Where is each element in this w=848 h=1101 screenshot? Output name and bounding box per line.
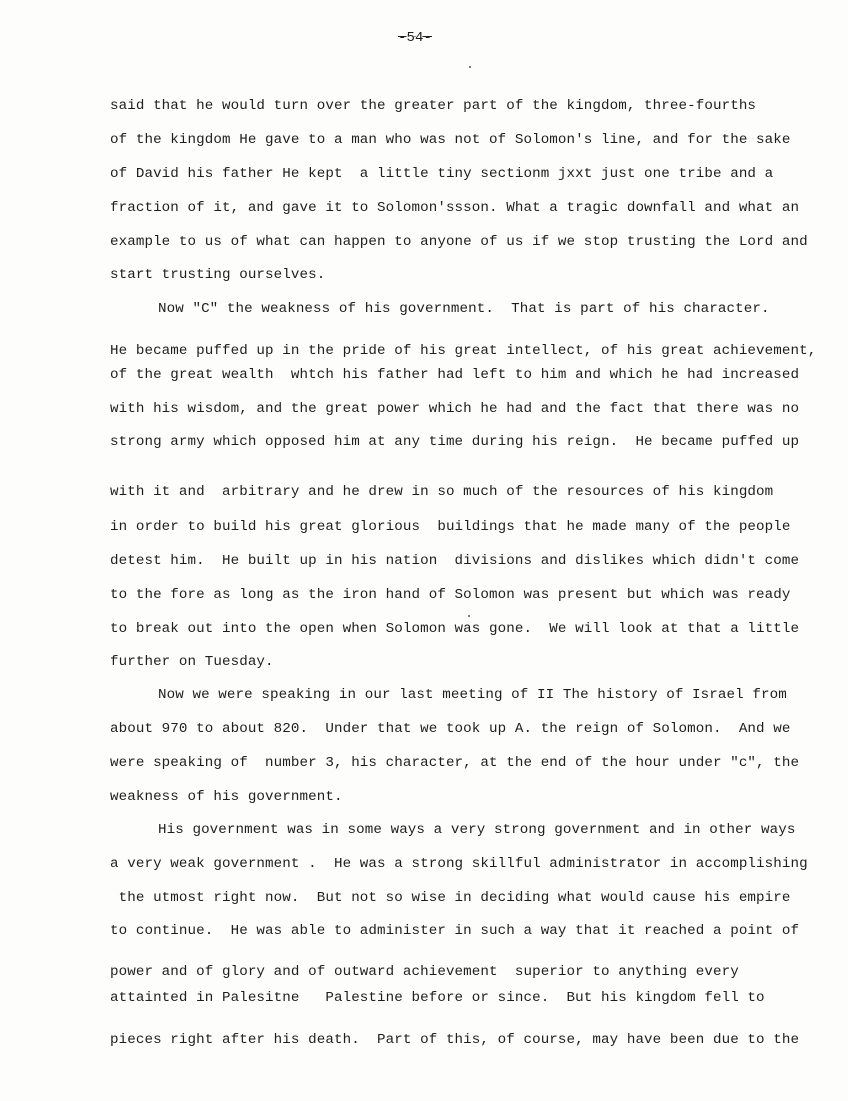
text-line: were speaking of number 3, his character, at the end of the hour under "c", the xyxy=(110,755,800,771)
paper-speck xyxy=(469,66,471,68)
text-line: attainted in Palesitne Palestine before or since. But his kingdom fell to xyxy=(110,990,765,1006)
text-line: to continue. He was able to administer in such a way that it reached a point of xyxy=(110,923,800,939)
paragraph-first-line: His government was in some ways a very strong government and in other ways xyxy=(158,822,796,838)
page-number: -54- xyxy=(398,30,433,46)
paragraph-first-line: Now "C" the weakness of his government. That is part of his character. xyxy=(158,301,770,317)
text-line: detest him. He built up in his nation divisions and dislikes which didn't come xyxy=(110,553,800,569)
text-line: with his wisdom, and the great power which he had and the fact that there was no xyxy=(110,401,800,417)
paper-speck xyxy=(468,615,470,617)
text-line: a very weak government . He was a strong skillful administrator in accomplishing xyxy=(110,856,808,872)
text-line: said that he would turn over the greater part of the kingdom, three-fourths xyxy=(110,98,757,114)
text-line: with it and arbitrary and he drew in so much of the resources of his kingdom xyxy=(110,484,774,500)
text-line: strong army which opposed him at any time during his reign. He became puffed up xyxy=(110,434,800,450)
text-line: pieces right after his death. Part of this, of course, may have been due to the xyxy=(110,1032,800,1048)
text-line: fraction of it, and gave it to Solomon'ssson. What a tragic downfall and what an xyxy=(110,200,800,216)
text-line: of the kingdom He gave to a man who was not of Solomon's line, and for the sake xyxy=(110,132,791,148)
text-line: to the fore as long as the iron hand of Solomon was present but which was ready xyxy=(110,587,791,603)
text-line: power and of glory and of outward achievement superior to anything every xyxy=(110,964,739,980)
text-line: of David his father He kept a little tiny sectionm jxxt just one tribe and a xyxy=(110,166,774,182)
paragraph-first-line: Now we were speaking in our last meeting of II The history of Israel from xyxy=(158,687,787,703)
text-line: start trusting ourselves. xyxy=(110,267,326,283)
text-line: in order to build his great glorious buildings that he made many of the people xyxy=(110,519,791,535)
text-line: about 970 to about 820. Under that we took up A. the reign of Solomon. And we xyxy=(110,721,791,737)
text-line: example to us of what can happen to anyone of us if we stop trusting the Lord and xyxy=(110,234,808,250)
text-line: He became puffed up in the pride of his great intellect, of his great achievement, xyxy=(110,343,817,359)
text-line: weakness of his government. xyxy=(110,789,343,805)
text-line: further on Tuesday. xyxy=(110,654,274,670)
text-line: the utmost right now. But not so wise in deciding what would cause his empire xyxy=(110,890,791,906)
text-line: of the great wealth whtch his father had left to him and which he had increased xyxy=(110,367,800,383)
text-line: to break out into the open when Solomon was gone. We will look at that a little xyxy=(110,621,800,637)
